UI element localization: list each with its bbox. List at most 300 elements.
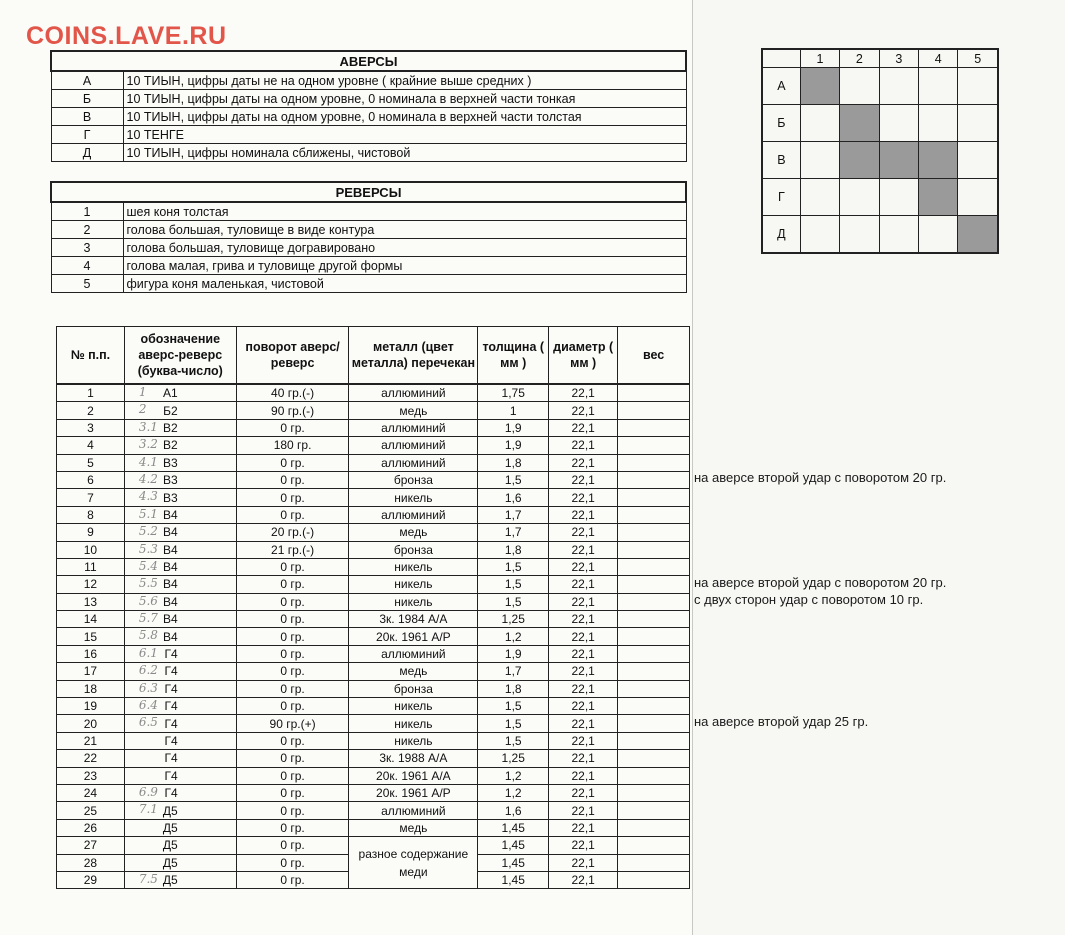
coin-row bbox=[57, 611, 690, 628]
coin-rotation: 0 гр. bbox=[236, 645, 349, 662]
coin-diameter: 22,1 bbox=[549, 837, 618, 854]
coin-weight bbox=[618, 524, 690, 541]
grid-cell bbox=[879, 216, 918, 254]
reverse-row bbox=[51, 275, 686, 293]
coin-number: 7 bbox=[57, 489, 125, 506]
coin-diameter: 22,1 bbox=[549, 593, 618, 610]
coin-thickness: 1,2 bbox=[478, 628, 549, 645]
coin-thickness: 1,25 bbox=[478, 750, 549, 767]
coin-number: 6 bbox=[57, 471, 125, 488]
coin-code: Д5 bbox=[162, 803, 178, 818]
coin-weight bbox=[618, 715, 690, 732]
grid-cell bbox=[919, 68, 958, 105]
coin-code: В3 bbox=[163, 490, 178, 505]
coin-row bbox=[57, 819, 690, 836]
handwritten-index: 5.8 bbox=[138, 628, 158, 643]
coin-code: Б2 bbox=[163, 403, 178, 418]
coin-row bbox=[57, 715, 690, 732]
coin-metal: 3к. 1984 А/А bbox=[349, 611, 478, 628]
coin-code-cell bbox=[124, 819, 236, 836]
coin-metal: 20к. 1961 А/Р bbox=[349, 628, 478, 645]
coin-diameter: 22,1 bbox=[549, 628, 618, 645]
grid-row-label: В bbox=[762, 142, 800, 179]
handwritten-index: 6.9 bbox=[138, 784, 158, 799]
coin-code: В2 bbox=[163, 438, 178, 453]
coin-metal: медь bbox=[349, 524, 478, 541]
coin-code-cell bbox=[124, 784, 236, 801]
coin-code-cell bbox=[124, 489, 236, 506]
coin-number: 18 bbox=[57, 680, 125, 697]
coin-metal: аллюминий bbox=[349, 419, 478, 436]
coin-code: В4 bbox=[163, 542, 178, 557]
coin-weight bbox=[618, 611, 690, 628]
coin-rotation: 90 гр.(+) bbox=[236, 715, 349, 732]
obverse-description: 10 ТИЫН, цифры даты на одном уровне, 0 номинала в верхней части тонкая bbox=[123, 90, 686, 108]
obverse-title: АВЕРСЫ bbox=[51, 51, 686, 71]
grid-cell bbox=[958, 105, 998, 142]
coin-rotation: 0 гр. bbox=[236, 837, 349, 854]
reverse-table bbox=[50, 181, 687, 293]
side-note: с двух сторон удар с поворотом 10 гр. bbox=[694, 592, 924, 608]
header-weight: вес bbox=[618, 327, 690, 385]
coin-metal: аллюминий bbox=[349, 454, 478, 471]
coin-rotation: 0 гр. bbox=[236, 680, 349, 697]
grid-cell bbox=[800, 105, 839, 142]
handwritten-index: 7.5 bbox=[138, 871, 158, 886]
coin-thickness: 1,2 bbox=[478, 784, 549, 801]
coin-weight bbox=[618, 506, 690, 523]
coin-metal: медь bbox=[349, 402, 478, 419]
coin-row bbox=[57, 767, 690, 784]
obverse-description: 10 ТИЫН, цифры даты не на одном уровне ( крайние выше средних ) bbox=[123, 71, 686, 90]
coin-metal: медь bbox=[349, 663, 478, 680]
coin-row bbox=[57, 628, 690, 645]
coins-table bbox=[56, 326, 690, 889]
coin-weight bbox=[618, 854, 690, 871]
coin-number: 26 bbox=[57, 819, 125, 836]
coin-code: Г4 bbox=[164, 647, 178, 662]
coin-metal: бронза bbox=[349, 541, 478, 558]
coin-weight bbox=[618, 663, 690, 680]
grid-column-header: 1 bbox=[800, 49, 839, 68]
coin-diameter: 22,1 bbox=[549, 576, 618, 593]
coin-weight bbox=[618, 628, 690, 645]
coin-number: 19 bbox=[57, 698, 125, 715]
coin-code-cell bbox=[124, 715, 236, 732]
coin-metal: аллюминий bbox=[349, 437, 478, 454]
coin-weight bbox=[618, 732, 690, 749]
coin-row bbox=[57, 750, 690, 767]
coin-rotation: 0 гр. bbox=[236, 871, 349, 888]
coin-metal: никель bbox=[349, 593, 478, 610]
coin-diameter: 22,1 bbox=[549, 715, 618, 732]
coin-diameter: 22,1 bbox=[549, 384, 618, 402]
grid-cell-filled bbox=[840, 105, 879, 142]
coin-rotation: 0 гр. bbox=[236, 558, 349, 575]
coin-weight bbox=[618, 680, 690, 697]
coin-rotation: 0 гр. bbox=[236, 419, 349, 436]
coin-weight bbox=[618, 437, 690, 454]
coin-metal: аллюминий bbox=[349, 802, 478, 819]
coin-number: 1 bbox=[57, 384, 125, 402]
grid-cell-filled bbox=[919, 142, 958, 179]
coin-thickness: 1,8 bbox=[478, 454, 549, 471]
coin-weight bbox=[618, 784, 690, 801]
coin-rotation: 0 гр. bbox=[236, 489, 349, 506]
reverse-code: 4 bbox=[51, 257, 123, 275]
coin-diameter: 22,1 bbox=[549, 419, 618, 436]
handwritten-index: 1 bbox=[138, 385, 147, 399]
handwritten-index: 4.2 bbox=[138, 471, 158, 486]
obverse-code: Д bbox=[51, 144, 123, 162]
coin-row bbox=[57, 419, 690, 436]
coin-diameter: 22,1 bbox=[549, 784, 618, 801]
grid-row bbox=[762, 142, 998, 179]
coin-code: В3 bbox=[163, 473, 178, 488]
coin-code-cell bbox=[124, 854, 236, 871]
coin-row bbox=[57, 558, 690, 575]
reverse-title: РЕВЕРСЫ bbox=[51, 182, 686, 202]
grid-cell bbox=[879, 179, 918, 216]
coin-weight bbox=[618, 419, 690, 436]
coin-code-cell bbox=[124, 506, 236, 523]
grid-cell-filled bbox=[840, 142, 879, 179]
coin-diameter: 22,1 bbox=[549, 871, 618, 888]
obverse-row bbox=[51, 71, 686, 90]
reverse-code: 1 bbox=[51, 202, 123, 221]
coin-row bbox=[57, 576, 690, 593]
reverse-code: 3 bbox=[51, 239, 123, 257]
grid-cell bbox=[800, 216, 839, 254]
coin-number: 23 bbox=[57, 767, 125, 784]
grid-row-label: Д bbox=[762, 216, 800, 254]
coin-thickness: 1,9 bbox=[478, 645, 549, 662]
coin-thickness: 1,7 bbox=[478, 506, 549, 523]
grid-row bbox=[762, 179, 998, 216]
coin-row bbox=[57, 784, 690, 801]
coin-number: 28 bbox=[57, 854, 125, 871]
coin-thickness: 1,5 bbox=[478, 732, 549, 749]
coin-row bbox=[57, 454, 690, 471]
coin-rotation: 0 гр. bbox=[236, 593, 349, 610]
coin-code: А1 bbox=[163, 386, 178, 401]
coin-metal: никель bbox=[349, 732, 478, 749]
coin-weight bbox=[618, 489, 690, 506]
coin-metal: аллюминий bbox=[349, 506, 478, 523]
coin-weight bbox=[618, 750, 690, 767]
handwritten-index: 4.3 bbox=[138, 489, 158, 504]
reverse-row bbox=[51, 257, 686, 275]
coin-diameter: 22,1 bbox=[549, 854, 618, 871]
coin-row bbox=[57, 524, 690, 541]
coin-thickness: 1 bbox=[478, 402, 549, 419]
coin-code: В4 bbox=[163, 577, 178, 592]
coin-thickness: 1,45 bbox=[478, 854, 549, 871]
coin-metal: аллюминий bbox=[349, 645, 478, 662]
coin-code-cell bbox=[124, 767, 236, 784]
coin-code: В4 bbox=[163, 594, 178, 609]
variety-grid bbox=[761, 48, 999, 254]
coin-rotation: 0 гр. bbox=[236, 454, 349, 471]
coin-row bbox=[57, 645, 690, 662]
obverse-code: В bbox=[51, 108, 123, 126]
coin-number: 10 bbox=[57, 541, 125, 558]
coin-metal: никель bbox=[349, 576, 478, 593]
obverse-description: 10 ТИЫН, цифры даты на одном уровне, 0 номинала в верхней части толстая bbox=[123, 108, 686, 126]
coin-rotation: 0 гр. bbox=[236, 784, 349, 801]
handwritten-index: 5.1 bbox=[138, 506, 158, 521]
handwritten-index: 5.3 bbox=[138, 541, 158, 556]
reverse-row bbox=[51, 239, 686, 257]
coin-number: 5 bbox=[57, 454, 125, 471]
coin-diameter: 22,1 bbox=[549, 454, 618, 471]
coin-row bbox=[57, 680, 690, 697]
coin-rotation: 90 гр.(-) bbox=[236, 402, 349, 419]
coin-code: Г4 bbox=[164, 734, 178, 748]
coin-weight bbox=[618, 454, 690, 471]
coin-thickness: 1,5 bbox=[478, 471, 549, 488]
obverse-description: 10 ТЕНГЕ bbox=[123, 126, 686, 144]
grid-row bbox=[762, 105, 998, 142]
coin-code-cell bbox=[124, 558, 236, 575]
grid-cell bbox=[958, 142, 998, 179]
coin-thickness: 1,45 bbox=[478, 837, 549, 854]
grid-column-header: 5 bbox=[958, 49, 998, 68]
coin-weight bbox=[618, 402, 690, 419]
coin-thickness: 1,6 bbox=[478, 489, 549, 506]
coin-metal: никель bbox=[349, 698, 478, 715]
coin-number: 4 bbox=[57, 437, 125, 454]
coin-rotation: 0 гр. bbox=[236, 732, 349, 749]
obverse-code: Г bbox=[51, 126, 123, 144]
obverse-row bbox=[51, 108, 686, 126]
grid-cell-filled bbox=[958, 216, 998, 254]
reverse-description: фигура коня маленькая, чистовой bbox=[123, 275, 686, 293]
handwritten-index: 4.1 bbox=[138, 454, 158, 469]
coin-code-cell bbox=[124, 871, 236, 888]
coin-rotation: 0 гр. bbox=[236, 576, 349, 593]
coin-row bbox=[57, 541, 690, 558]
coin-rotation: 0 гр. bbox=[236, 611, 349, 628]
grid-cell-filled bbox=[800, 68, 839, 105]
coin-thickness: 1,8 bbox=[478, 541, 549, 558]
grid-row bbox=[762, 68, 998, 105]
coin-code: Г4 bbox=[164, 768, 178, 783]
handwritten-index: 6.4 bbox=[138, 698, 158, 713]
coin-weight bbox=[618, 802, 690, 819]
coin-diameter: 22,1 bbox=[549, 541, 618, 558]
handwritten-index: 6.2 bbox=[138, 663, 158, 678]
handwritten-index: 5.7 bbox=[138, 611, 158, 626]
obverse-code: А bbox=[51, 71, 123, 90]
handwritten-index: 3.2 bbox=[138, 437, 158, 452]
obverse-row bbox=[51, 126, 686, 144]
coin-metal: 20к. 1961 А/Р bbox=[349, 784, 478, 801]
coin-code: Г4 bbox=[164, 664, 178, 679]
coin-code-cell bbox=[124, 698, 236, 715]
coin-metal: медь bbox=[349, 819, 478, 836]
grid-cell bbox=[879, 68, 918, 105]
coin-code-cell bbox=[124, 628, 236, 645]
handwritten-index: 5.5 bbox=[138, 576, 158, 591]
coin-metal: бронза bbox=[349, 680, 478, 697]
coin-thickness: 1,5 bbox=[478, 698, 549, 715]
coin-diameter: 22,1 bbox=[549, 663, 618, 680]
handwritten-index: 3.1 bbox=[138, 419, 158, 434]
coin-number: 24 bbox=[57, 784, 125, 801]
grid-column-header: 2 bbox=[840, 49, 879, 68]
handwritten-index: 6.3 bbox=[138, 680, 158, 695]
grid-column-header: 4 bbox=[919, 49, 958, 68]
coin-number: 27 bbox=[57, 837, 125, 854]
coin-row bbox=[57, 732, 690, 749]
coin-code-cell bbox=[124, 384, 236, 402]
coin-metal: никель bbox=[349, 715, 478, 732]
handwritten-index: 2 bbox=[138, 402, 147, 417]
coin-diameter: 22,1 bbox=[549, 558, 618, 575]
coin-code: В3 bbox=[163, 455, 178, 470]
coin-weight bbox=[618, 837, 690, 854]
reverse-row bbox=[51, 221, 686, 239]
coin-weight bbox=[618, 384, 690, 402]
coin-row bbox=[57, 489, 690, 506]
coin-diameter: 22,1 bbox=[549, 680, 618, 697]
coin-number: 22 bbox=[57, 750, 125, 767]
side-note: на аверсе второй удар 25 гр. bbox=[694, 713, 869, 729]
coin-thickness: 1,45 bbox=[478, 871, 549, 888]
coin-thickness: 1,45 bbox=[478, 819, 549, 836]
coin-code-cell bbox=[124, 645, 236, 662]
reverse-description: голова малая, грива и туловище другой формы bbox=[123, 257, 686, 275]
reverse-description: голова большая, туловище в виде контура bbox=[123, 221, 686, 239]
coin-number: 9 bbox=[57, 524, 125, 541]
coin-thickness: 1,9 bbox=[478, 437, 549, 454]
coin-weight bbox=[618, 767, 690, 784]
coin-row bbox=[57, 663, 690, 680]
coin-metal-merged: разное содержание меди bbox=[349, 837, 478, 889]
grid-cell-filled bbox=[879, 142, 918, 179]
coin-code: Г4 bbox=[164, 716, 178, 731]
header-num: № п.п. bbox=[57, 327, 125, 385]
coin-thickness: 1,5 bbox=[478, 593, 549, 610]
coin-number: 15 bbox=[57, 628, 125, 645]
coin-number: 14 bbox=[57, 611, 125, 628]
coin-diameter: 22,1 bbox=[549, 767, 618, 784]
grid-row-label: Г bbox=[762, 179, 800, 216]
coin-weight bbox=[618, 471, 690, 488]
coin-diameter: 22,1 bbox=[549, 732, 618, 749]
coin-number: 20 bbox=[57, 715, 125, 732]
coin-code-cell bbox=[124, 576, 236, 593]
grid-cell bbox=[958, 179, 998, 216]
header-rotation: поворот аверс/реверс bbox=[236, 327, 349, 385]
coin-code-cell bbox=[124, 402, 236, 419]
coin-code: Г4 bbox=[164, 786, 178, 801]
coin-number: 21 bbox=[57, 732, 125, 749]
coin-rotation: 0 гр. bbox=[236, 698, 349, 715]
coin-thickness: 1,5 bbox=[478, 576, 549, 593]
coin-row bbox=[57, 384, 690, 402]
coin-diameter: 22,1 bbox=[549, 437, 618, 454]
grid-cell bbox=[919, 216, 958, 254]
coin-rotation: 0 гр. bbox=[236, 750, 349, 767]
coin-row bbox=[57, 402, 690, 419]
reverse-code: 2 bbox=[51, 221, 123, 239]
coin-code: Д5 bbox=[162, 838, 178, 853]
coin-code-cell bbox=[124, 663, 236, 680]
grid-row-label: Б bbox=[762, 105, 800, 142]
side-note: на аверсе второй удар с поворотом 20 гр. bbox=[694, 574, 947, 590]
coin-code-cell bbox=[124, 750, 236, 767]
reverse-description: голова большая, туловище догравировано bbox=[123, 239, 686, 257]
header-metal: металл (цвет металла) перечекан bbox=[349, 327, 478, 385]
coin-code: В2 bbox=[163, 420, 178, 435]
coin-metal: никель bbox=[349, 558, 478, 575]
coin-code: Д5 bbox=[162, 873, 178, 888]
grid-cell bbox=[958, 68, 998, 105]
coin-code-cell bbox=[124, 680, 236, 697]
coin-rotation: 20 гр.(-) bbox=[236, 524, 349, 541]
coin-code-cell bbox=[124, 541, 236, 558]
coin-rotation: 0 гр. bbox=[236, 819, 349, 836]
coin-weight bbox=[618, 541, 690, 558]
coin-rotation: 0 гр. bbox=[236, 767, 349, 784]
site-watermark: COINS.LAVE.RU bbox=[26, 22, 227, 50]
header-diameter: диаметр ( мм ) bbox=[549, 327, 618, 385]
coin-diameter: 22,1 bbox=[549, 645, 618, 662]
coin-thickness: 1,2 bbox=[478, 767, 549, 784]
coin-diameter: 22,1 bbox=[549, 611, 618, 628]
handwritten-index: 5.6 bbox=[138, 593, 158, 608]
grid-cell bbox=[840, 179, 879, 216]
coin-code-cell bbox=[124, 454, 236, 471]
header-thickness: толщина ( мм ) bbox=[478, 327, 549, 385]
coin-code-cell bbox=[124, 437, 236, 454]
handwritten-index: 6.1 bbox=[138, 645, 158, 660]
handwritten-index: 5.4 bbox=[138, 558, 158, 573]
coin-rotation: 0 гр. bbox=[236, 471, 349, 488]
coin-code: В4 bbox=[163, 525, 178, 540]
coin-rotation: 180 гр. bbox=[236, 437, 349, 454]
coin-thickness: 1,7 bbox=[478, 524, 549, 541]
coin-code: Д5 bbox=[162, 855, 178, 870]
grid-column-header: 3 bbox=[879, 49, 918, 68]
coin-code-cell bbox=[124, 471, 236, 488]
grid-cell bbox=[879, 105, 918, 142]
coin-weight bbox=[618, 576, 690, 593]
obverse-table bbox=[50, 50, 687, 162]
coin-code: Г4 bbox=[164, 681, 178, 696]
reverse-code: 5 bbox=[51, 275, 123, 293]
obverse-description: 10 ТИЫН, цифры номинала сближены, чистовой bbox=[123, 144, 686, 162]
coin-diameter: 22,1 bbox=[549, 506, 618, 523]
grid-cell bbox=[919, 105, 958, 142]
handwritten-index: 6.5 bbox=[138, 715, 158, 730]
coin-rotation: 0 гр. bbox=[236, 663, 349, 680]
coin-row bbox=[57, 437, 690, 454]
coin-number: 8 bbox=[57, 506, 125, 523]
coin-code: Г4 bbox=[164, 699, 178, 714]
coin-metal: 20к. 1961 А/А bbox=[349, 767, 478, 784]
coin-thickness: 1,5 bbox=[478, 558, 549, 575]
coin-diameter: 22,1 bbox=[549, 802, 618, 819]
coin-code-cell bbox=[124, 419, 236, 436]
grid-cell bbox=[800, 179, 839, 216]
coin-row bbox=[57, 471, 690, 488]
coin-diameter: 22,1 bbox=[549, 524, 618, 541]
coin-number: 29 bbox=[57, 871, 125, 888]
coin-metal: аллюминий bbox=[349, 384, 478, 402]
